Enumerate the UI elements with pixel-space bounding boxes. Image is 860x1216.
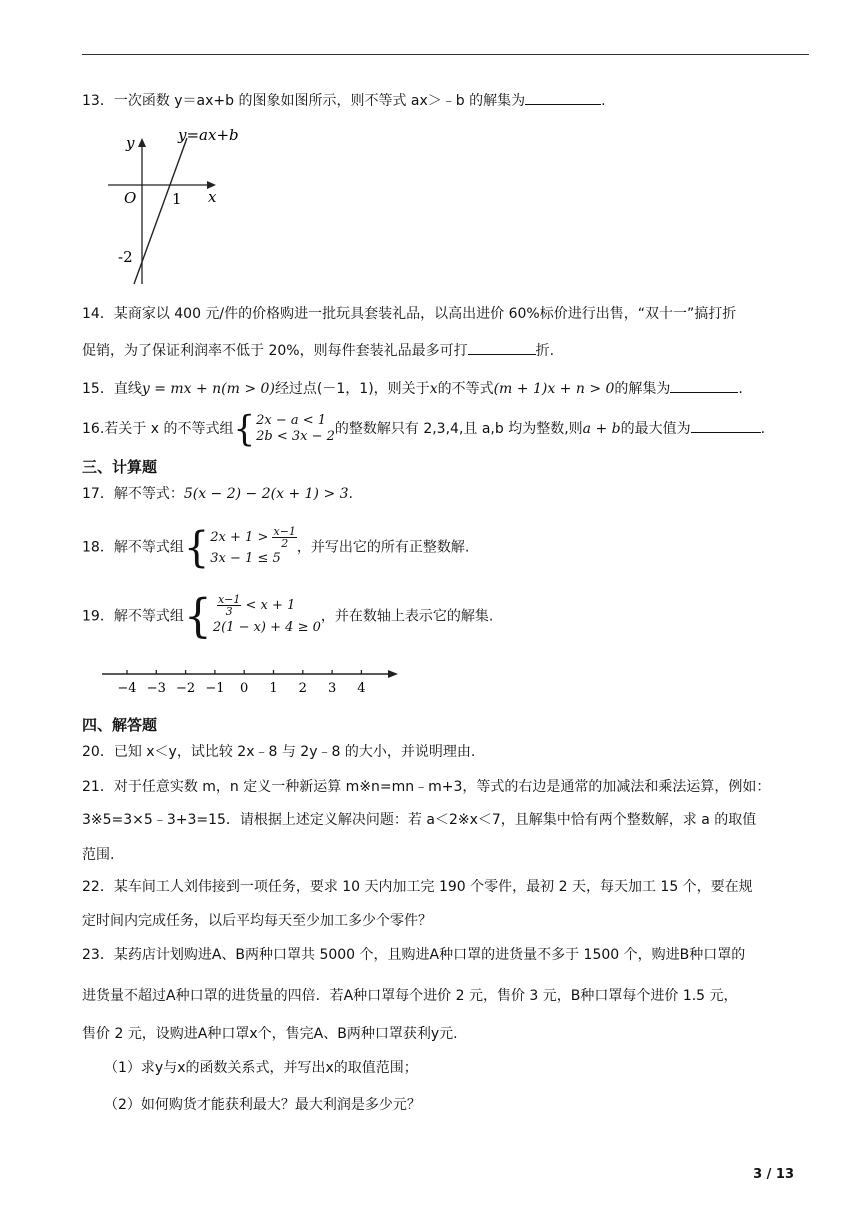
q16-pre: 16.若关于 x 的不等式组 <box>82 421 234 437</box>
q18-sys-row1: 2x + 1 > $\frac{x-1}{2}$ <box>210 525 296 550</box>
question-23-line3: 售价 2 元，设购进A种口罩x个，售完A、B两种口罩获利y元. <box>82 1026 458 1042</box>
number-line-tick-label: −4 <box>117 681 137 696</box>
q16-mid: 的整数解只有 2,3,4,且 a,b 均为整数,则 <box>334 421 583 437</box>
q17-end: . <box>348 486 353 502</box>
q15-mid1: 经过点(－1，1)，则关于 <box>274 381 430 397</box>
number-line-tick-label: 2 <box>298 681 307 696</box>
question-21-line1: 21．对于任意实数 m，n 定义一种新运算 m※n=mn﹣m+3，等式的右边是通常的加减法和乘法运算，例如： <box>82 779 771 795</box>
q15-inequality: (m + 1)x + n > 0 <box>493 381 615 397</box>
q14-answer-blank[interactable] <box>468 340 536 355</box>
q19-sys-row1: $\frac{x-1}{3}$ < x + 1 <box>217 593 296 618</box>
q15-var: x <box>429 381 438 397</box>
q13-answer-blank[interactable] <box>525 90 601 105</box>
question-14-line1: 14．某商家以 400 元/件的价格购进一批玩具套装礼品，以高出进价 60%标价进行出售，“双十一”搞打折 <box>82 306 737 322</box>
number-line-tick-label: 1 <box>269 681 278 696</box>
question-18 <box>82 523 470 572</box>
number-line-tick-label: −3 <box>146 681 166 696</box>
number-line-tick-label: 4 <box>357 681 366 696</box>
question-23-line1: 23．某药店计划购进A、B两种口罩共 5000 个，且购进A种口罩的进货量不多于 1500 个，购进B种口罩的 <box>82 947 746 963</box>
q17-pre: 17．解不等式： <box>82 486 184 502</box>
q15-equation: y = mx + n(m > 0) <box>141 381 275 397</box>
question-23-sub2: （2）如何购货才能获利最大？最大利润是多少元？ <box>104 1097 421 1113</box>
q15-post: 的解集为 <box>614 381 671 397</box>
q13-y-arrow <box>138 138 146 147</box>
q16-sys-row1: 2x − a < 1 <box>256 413 327 428</box>
question-16 <box>82 408 766 450</box>
number-line-tick-label: 3 <box>327 681 337 696</box>
question-19 <box>82 589 494 643</box>
number-line-tick-label: 0 <box>240 681 249 696</box>
question-21-line2: 3※5=3×5﹣3+3=15．请根据上述定义解决问题：若 a＜2※x＜7，且解集中恰有两个整数解，求 a 的取值 <box>82 812 757 828</box>
q13-y-label: y <box>126 134 135 152</box>
question-23-sub1: （1）求y与x的函数关系式，并写出x的取值范围； <box>104 1060 418 1076</box>
question-23-line2: 进货量不超过A种口罩的进货量的四倍．若A种口罩每个进价 2 元，售价 3 元，B种口罩每个进价 1.5 元， <box>82 988 738 1004</box>
q19-pre: 19．解不等式组 <box>82 608 184 625</box>
number-line-tick-label: −1 <box>205 681 225 696</box>
page-number: 3 / 13 <box>753 1167 794 1182</box>
q13-origin-label: O <box>124 189 137 207</box>
question-20: 20．已知 x＜y，试比较 2x﹣8 与 2y﹣8 的大小，并说明理由. <box>82 744 476 760</box>
q13-func-label: y=ax+b <box>178 126 239 144</box>
section-3-heading: 三、计算题 <box>82 458 158 476</box>
q15-answer-blank[interactable] <box>670 378 738 393</box>
q16-sys-row2: 2b < 3x − 2 <box>256 429 335 444</box>
q16-expr: a + b <box>582 421 621 437</box>
q13-end: . <box>601 93 606 109</box>
q16-post: 的最大值为 <box>620 421 691 437</box>
q13-x-intercept-label: 1 <box>172 190 182 208</box>
question-22-line2: 定时间内完成任务，以后平均每天至少加工多少个零件？ <box>82 913 432 929</box>
question-17 <box>82 484 353 504</box>
q17-inequality: 5(x − 2) − 2(x + 1) > 3 <box>183 486 349 502</box>
section-4-heading: 四、解答题 <box>82 716 158 734</box>
q14-text: 促销，为了保证利润率不低于 20%，则每件套装礼品最多可打 <box>82 343 468 359</box>
q16-system: { 2x − a < 1 2b < 3x − 2 <box>233 408 335 450</box>
question-22-line1: 22．某车间工人刘伟接到一项任务，要求 10 天内加工完 190 个零件，最初 2 天，每天加工 15 个，要在规 <box>82 879 753 895</box>
question-14-line2 <box>82 340 554 361</box>
q15-pre: 15．直线 <box>82 381 142 397</box>
q19-post: ，并在数轴上表示它的解集. <box>320 608 494 625</box>
q19-number-line <box>100 662 400 698</box>
q18-pre: 18．解不等式组 <box>82 539 184 556</box>
q18-system: { 2x + 1 > $\frac{x-1}{2}$ 3x − 1 ≤ 5 <box>183 523 296 572</box>
q13-text: 13．一次函数 y＝ax+b 的图象如图所示，则不等式 ax＞﹣b 的解集为 <box>82 93 526 109</box>
q18-sys-row2: 3x − 1 ≤ 5 <box>210 551 281 566</box>
q15-end: . <box>738 381 743 397</box>
q13-graph <box>104 124 254 292</box>
q13-y-intercept-label: -2 <box>118 248 133 266</box>
q13-x-label: x <box>208 188 217 206</box>
q16-end: . <box>760 421 766 437</box>
q15-mid2: 的不等式 <box>437 381 494 397</box>
q14-end: 折. <box>535 343 555 359</box>
q16-answer-blank[interactable] <box>691 418 761 433</box>
q19-system: { $\frac{x-1}{3}$ < x + 1 2(1 − x) + 4 ≥ 0 <box>183 589 321 643</box>
number-line-arrow <box>388 670 398 678</box>
q19-sys-row2: 2(1 − x) + 4 ≥ 0 <box>212 620 321 635</box>
question-15 <box>82 378 743 399</box>
q18-post: ，并写出它的所有正整数解. <box>296 539 470 556</box>
number-line-tick-label: −2 <box>176 681 196 696</box>
question-21-line3: 范围. <box>82 847 115 863</box>
header-rule <box>82 54 809 55</box>
question-13 <box>82 90 606 111</box>
